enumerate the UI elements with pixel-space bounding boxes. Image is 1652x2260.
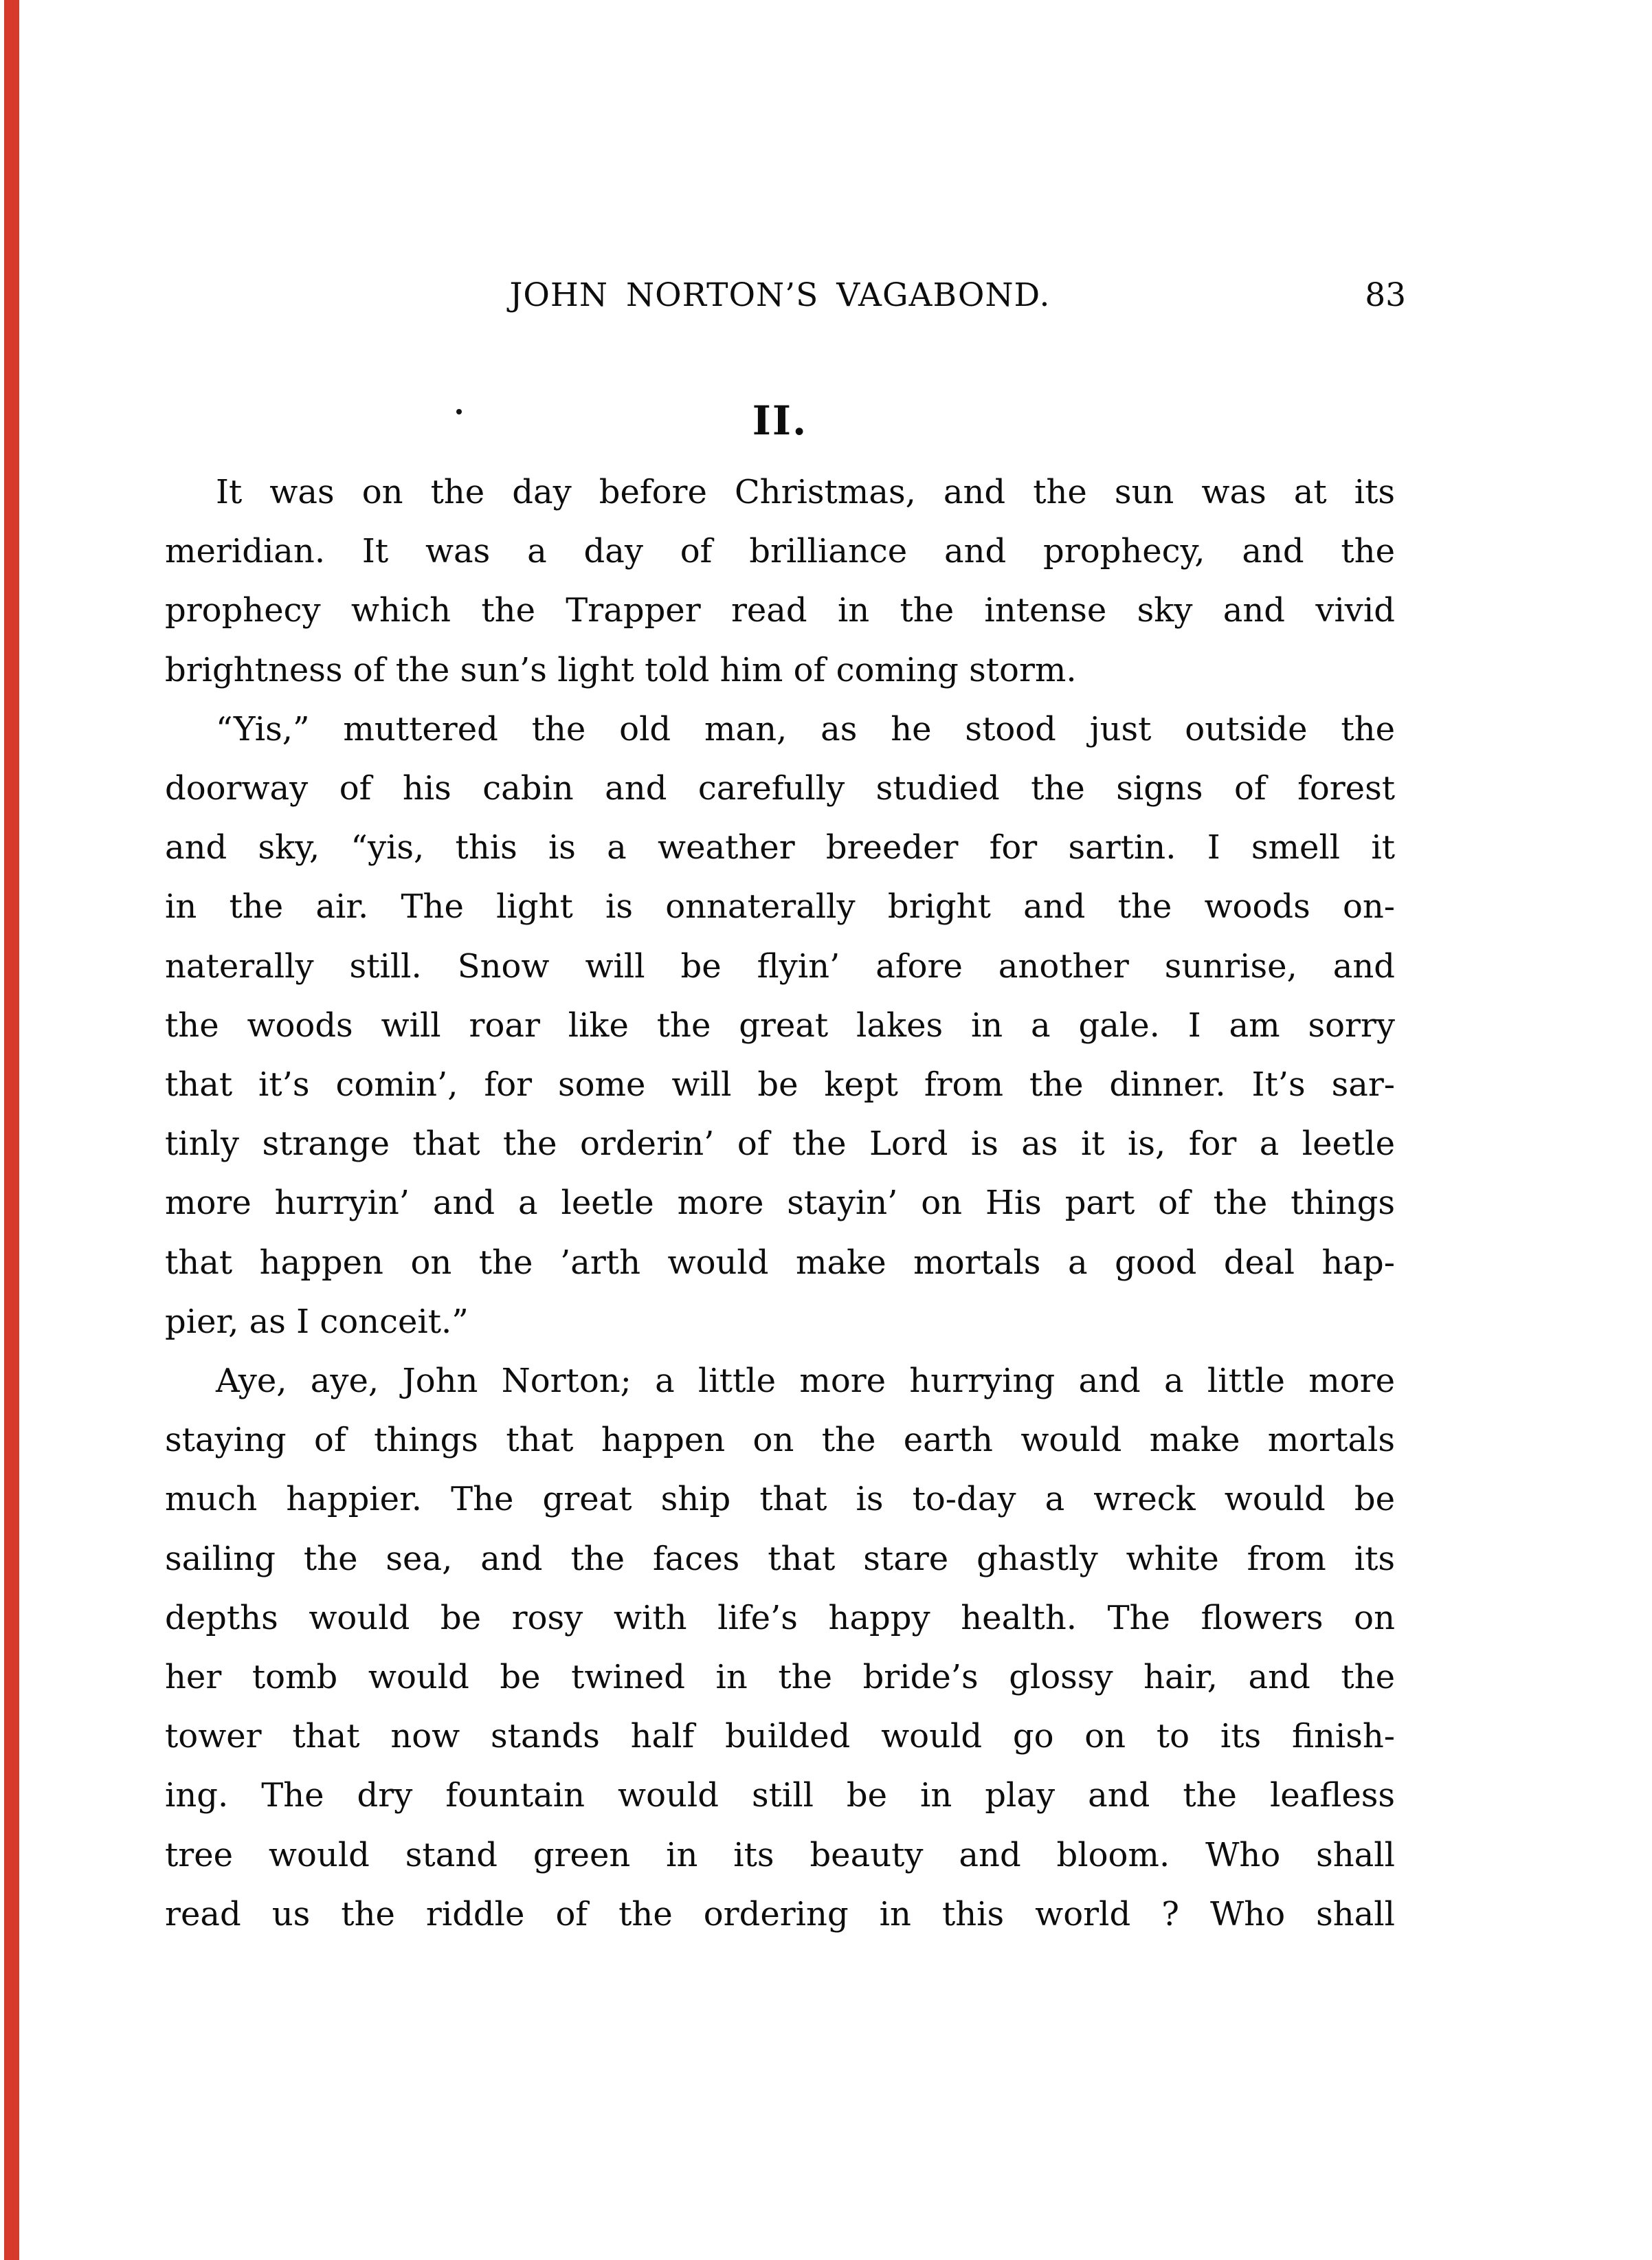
- text-line: prophecy which the Trapper read in the intense sky and vivid: [165, 591, 1395, 630]
- text-line: much happier. The great ship that is to-day a wreck would be: [165, 1480, 1395, 1519]
- text-line: depths would be rosy with life’s happy health. The flowers on: [165, 1598, 1395, 1637]
- running-header: [165, 276, 1406, 318]
- text-line: pier, as I conceit.”: [165, 1302, 469, 1341]
- text-line: ing. The dry fountain would still be in play and the leafless: [165, 1776, 1395, 1815]
- running-header-title: JOHN NORTON’S VAGABOND.: [509, 276, 1051, 314]
- text-block: [165, 463, 1395, 1944]
- text-line: tinly strange that the orderin’ of the Lord is as it is, for a leetle: [165, 1125, 1395, 1164]
- paragraph: [165, 700, 1395, 1351]
- text-line: brightness of the sun’s light told him of coming storm.: [165, 650, 1077, 689]
- text-line: her tomb would be twined in the bride’s glossy hair, and the: [165, 1658, 1395, 1697]
- text-line: doorway of his cabin and carefully studied the signs of forest: [165, 769, 1395, 808]
- text-line: tree would stand green in its beauty and bloom. Who shall: [165, 1835, 1395, 1874]
- paragraph: [165, 1351, 1395, 1944]
- text-line: tower that now stands half builded would go on to its finish-: [165, 1717, 1395, 1756]
- section-heading: II.: [752, 397, 808, 444]
- text-line: that it’s comin’, for some will be kept from the dinner. It’s sar-: [165, 1065, 1395, 1105]
- text-line: staying of things that happen on the earth would make mortals: [165, 1421, 1395, 1460]
- text-line: in the air. The light is onnaterally bright and the woods on-: [165, 887, 1395, 927]
- paragraph: [165, 463, 1395, 700]
- text-line: that happen on the ’arth would make mortals a good deal hap-: [165, 1243, 1395, 1282]
- text-line: meridian. It was a day of brilliance and prophecy, and the: [165, 532, 1395, 571]
- page-number: 83: [1365, 276, 1406, 314]
- text-line: sailing the sea, and the faces that stare ghastly white from its: [165, 1539, 1395, 1578]
- text-line: read us the riddle of the ordering in this world ? Who shall: [165, 1894, 1395, 1934]
- text-line: naterally still. Snow will be flyin’ afore another sunrise, and: [165, 946, 1395, 986]
- text-line: and sky, “yis, this is a weather breeder for sartin. I smell it: [165, 828, 1395, 867]
- text-line: Aye, aye, John Norton; a little more hurrying and a little more: [216, 1362, 1395, 1401]
- text-line: more hurryin’ and a leetle more stayin’ on His part of the things: [165, 1184, 1395, 1223]
- scan-edge-artifact: [4, 0, 19, 2260]
- text-line: It was on the day before Christmas, and the sun was at its: [216, 473, 1395, 511]
- text-line: “Yis,” muttered the old man, as he stood just outside the: [216, 709, 1395, 749]
- text-line: the woods will roar like the great lakes in a gale. I am sorry: [165, 1006, 1395, 1045]
